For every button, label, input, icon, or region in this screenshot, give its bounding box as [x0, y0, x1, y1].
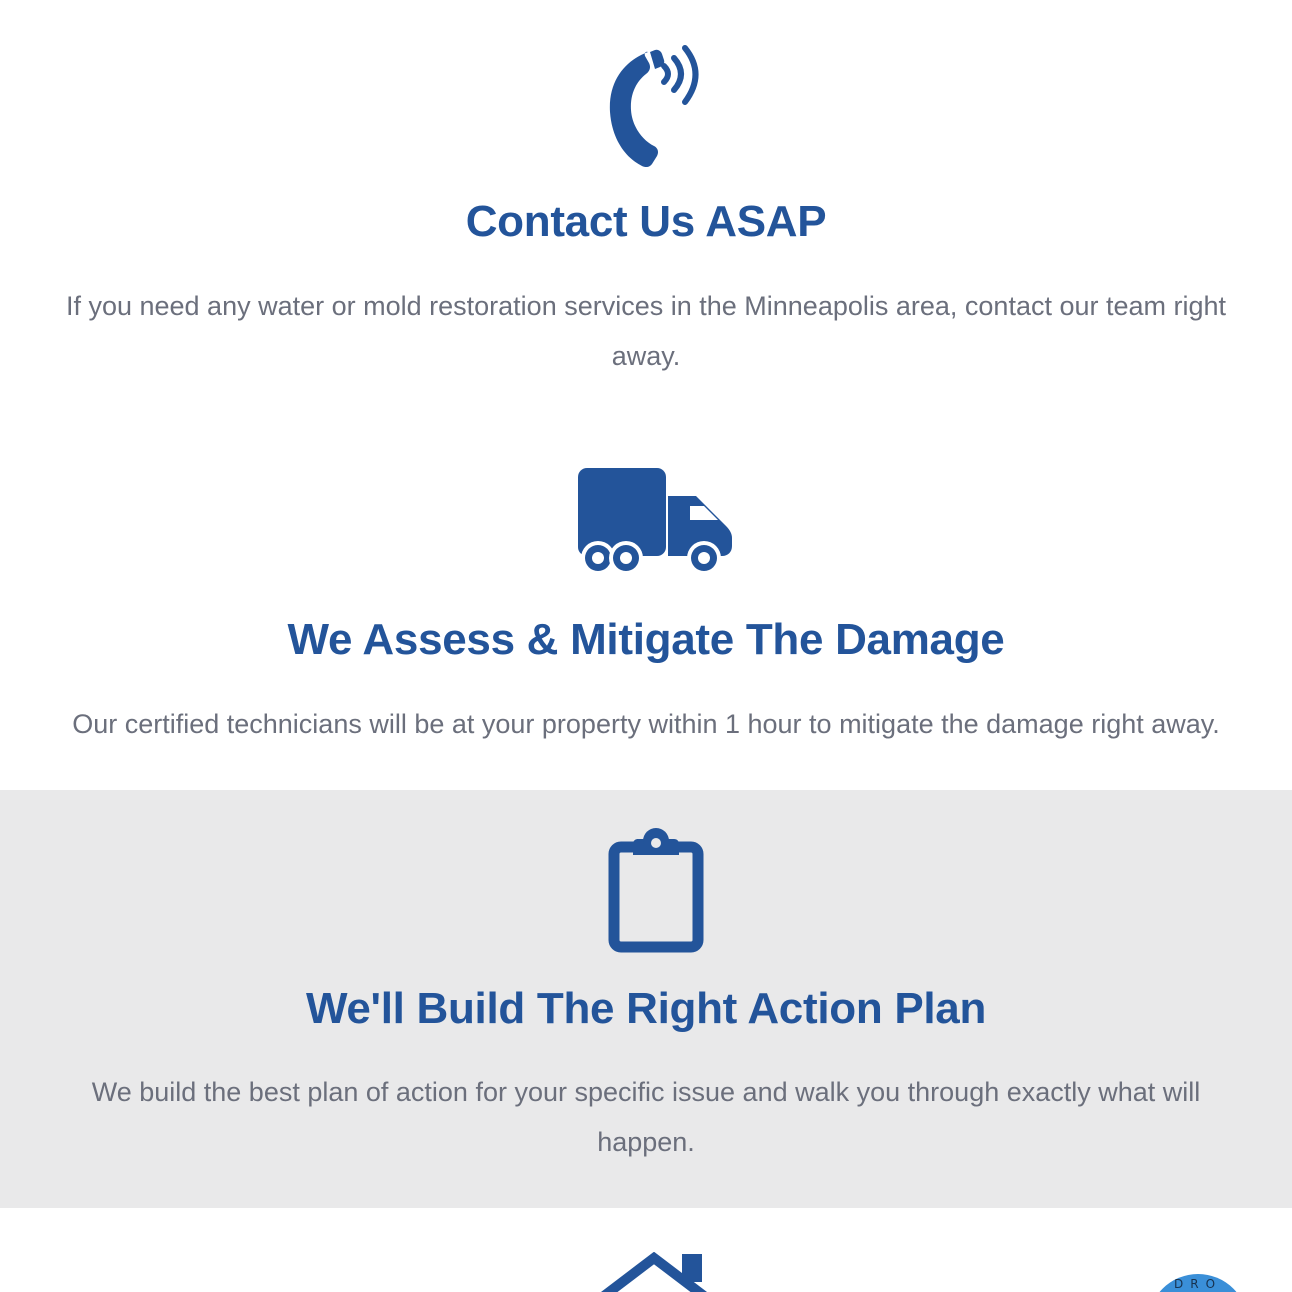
clipboard-icon	[608, 827, 704, 953]
step-description: We build the best plan of action for your specific issue and walk you through exactly what will happen.	[91, 1077, 1201, 1157]
step-description: Our certified technicians will be at your property within 1 hour to mitigate the damage right away.	[72, 709, 1220, 739]
truck-icon	[578, 466, 734, 578]
step-restore	[0, 1208, 1292, 1292]
step-title: We'll Build The Right Action Plan	[305, 984, 987, 1033]
phone-ringing-icon	[606, 40, 706, 168]
step-contact	[0, 0, 1292, 420]
step-title: Contact Us ASAP	[465, 197, 827, 246]
step-title: We Assess & Mitigate The Damage	[287, 615, 1005, 664]
house-icon	[598, 1252, 708, 1292]
step-action-plan	[0, 790, 1292, 1208]
step-assess	[0, 420, 1292, 790]
certification-badge	[1148, 1274, 1248, 1292]
step-description: If you need any water or mold restoration services in the Minneapolis area, contact our team right away.	[65, 291, 1227, 371]
badge-text: DRO	[1173, 1277, 1223, 1291]
